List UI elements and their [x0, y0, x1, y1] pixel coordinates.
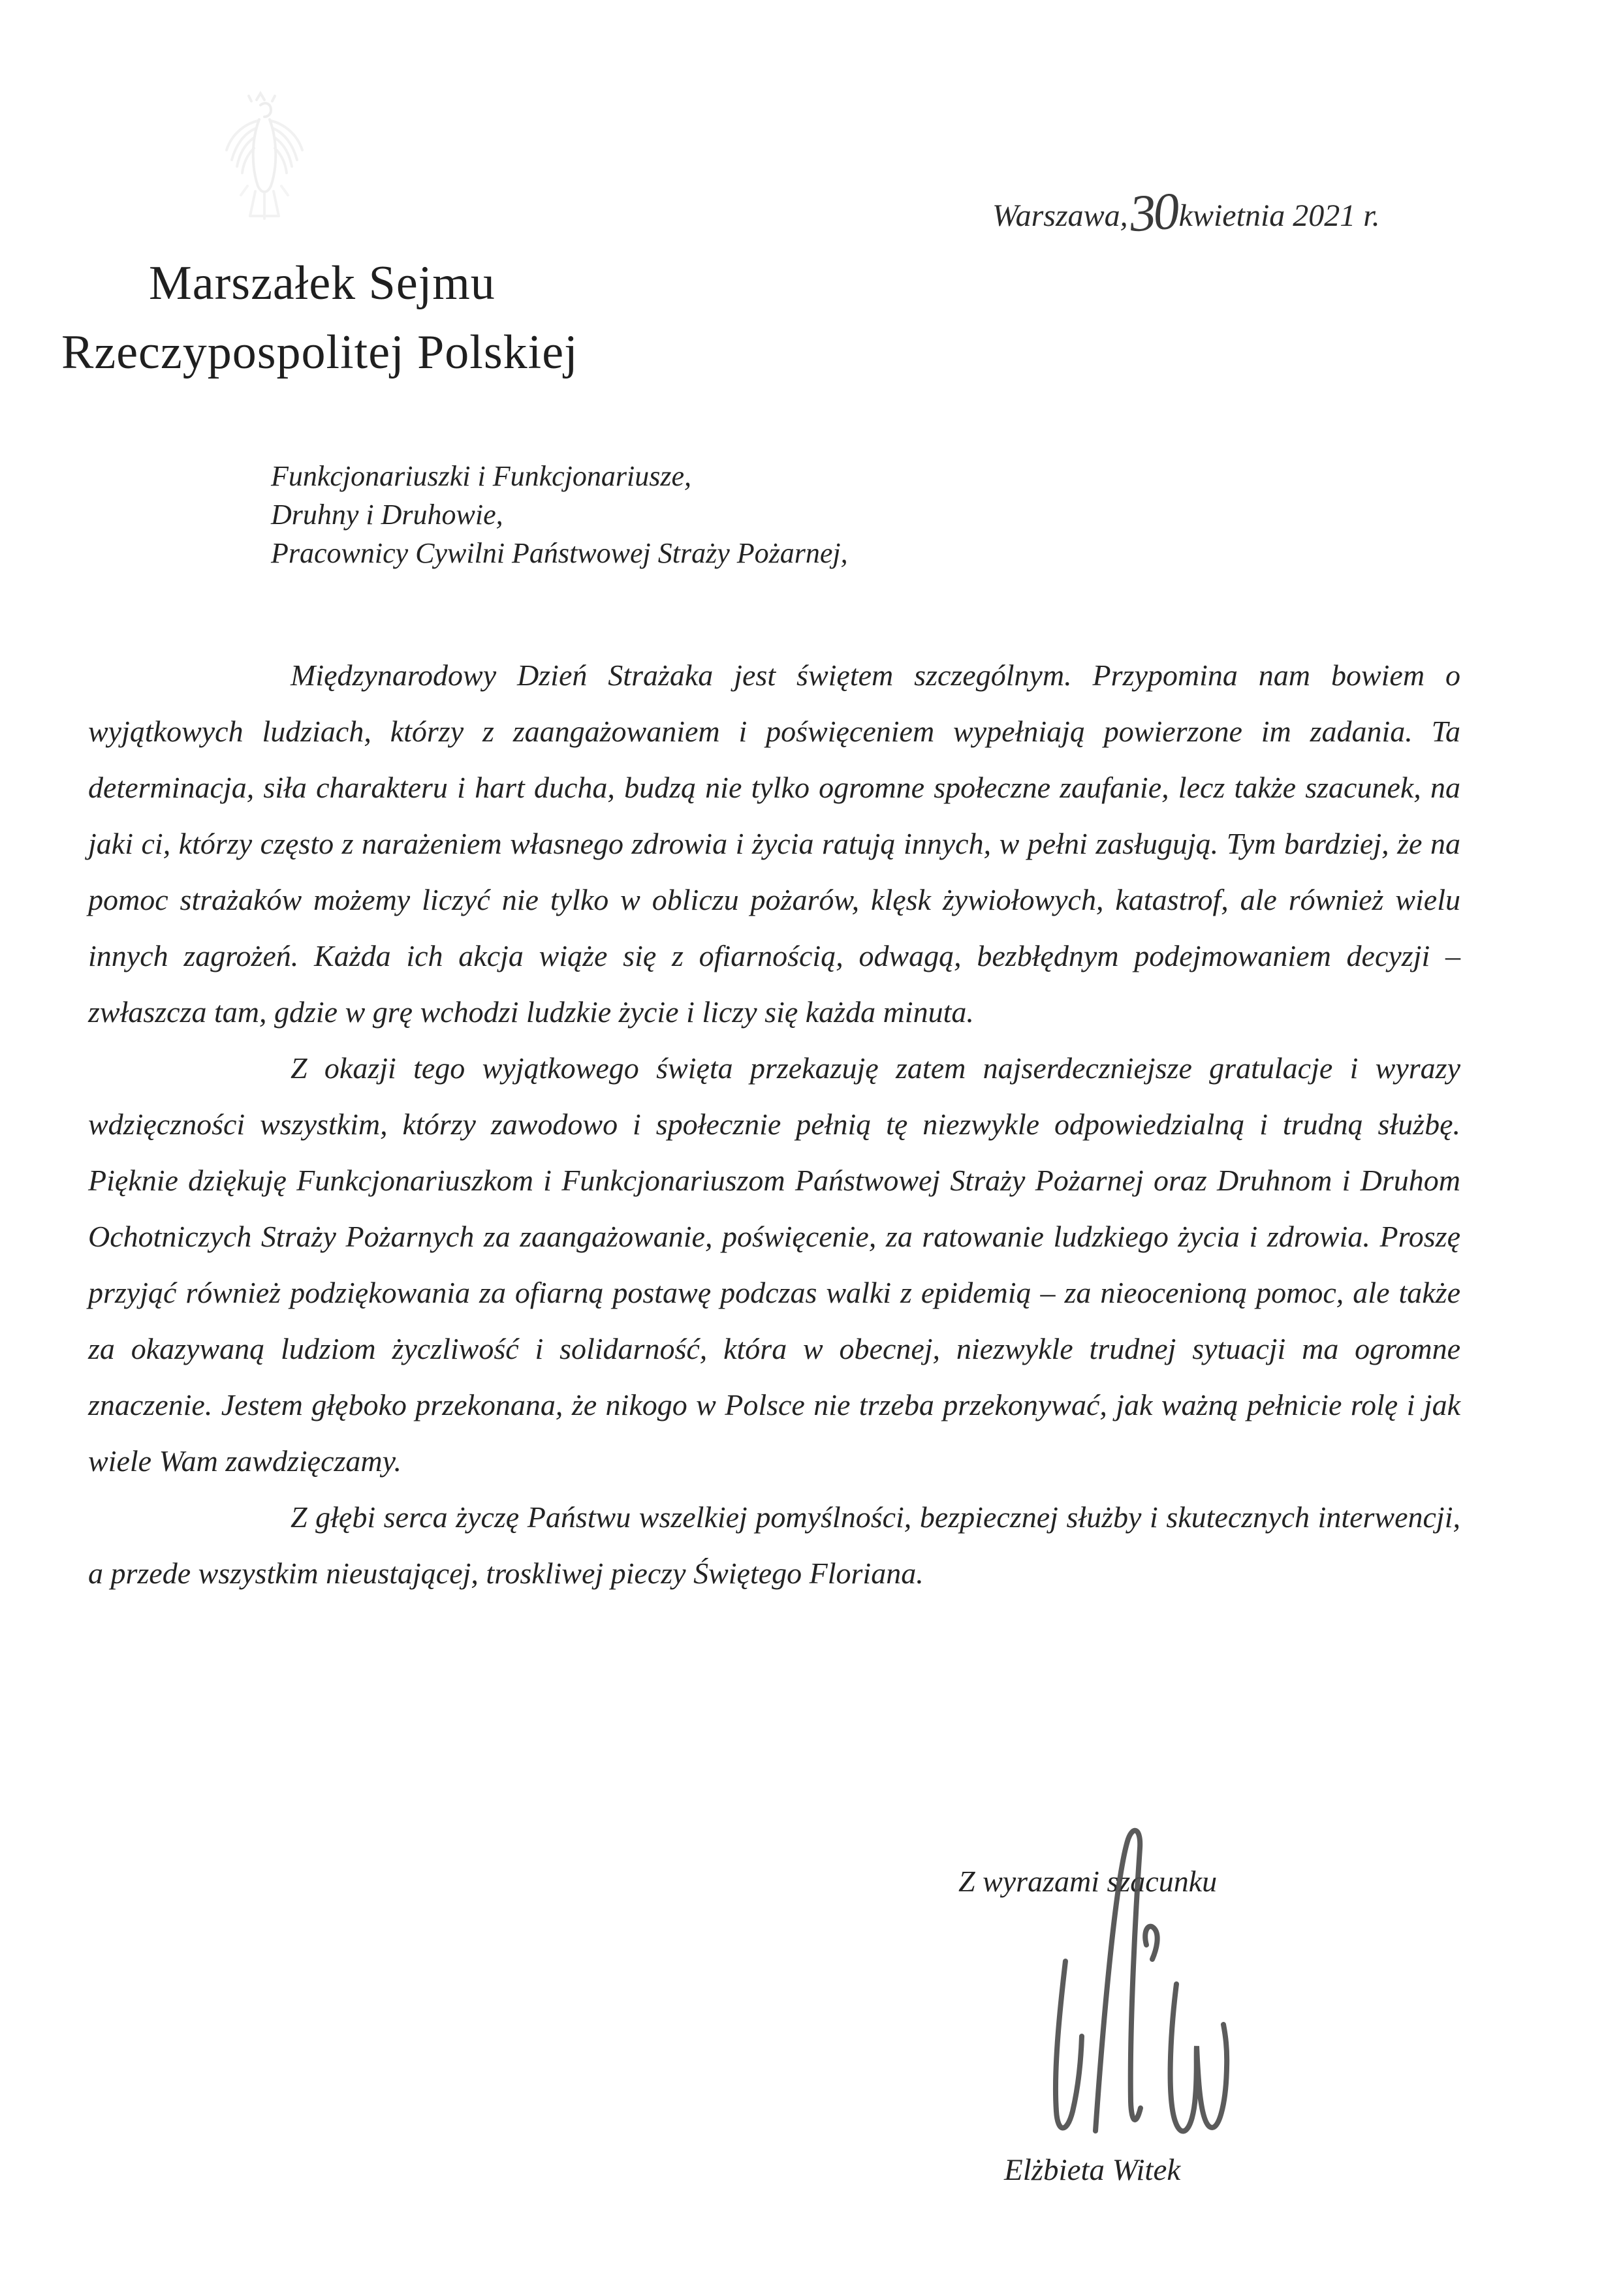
salutation-line: Druhny i Druhowie, — [271, 499, 503, 531]
dateline-rest: kwietnia 2021 r. — [1178, 198, 1380, 233]
salutation-line: Funkcjonariuszki i Funkcjonariusze, — [271, 460, 692, 492]
salutation-line: Pracownicy Cywilni Państwowej Straży Pożarnej, — [271, 537, 848, 569]
handwritten-day: 30 — [1127, 182, 1179, 243]
dateline — [992, 182, 1380, 243]
signatory-name: Elżbieta Witek — [1004, 2153, 1181, 2187]
body-paragraph: Z okazji tego wyjątkowego święta przekazuję zatem najserdeczniejsze gratulacje i wyrazy wdzięczności wszystkim, którzy zawodowo i społecznie pełnią tę niezwykle odpowiedzialną i trudną służbę. Pięknie dziękuję Funkcjonariuszkom i Funkcjonariuszom Państwowej Straży Pożarnej oraz Druhnom i Druhom Ochotniczych Straży Pożarnych za zaangażowanie, poświęcenie, za ratowanie ludzkiego życia i zdrowia. Proszę przyjąć również podziękowania za ofiarną postawę podczas walki z epidemią – za nieocenioną pomoc, ale także za okazywaną ludziom życzliwość i solidarność, która w obecnej, niezwykle trudnej sytuacji ma ogromne znaczenie. Jestem głęboko przekonana, że nikogo w Polsce nie trzeba przekonywać, jak ważną pełnicie rolę i jak wiele Wam zawdzięczamy. — [88, 1051, 1460, 1478]
handwritten-signature-icon — [1005, 1821, 1247, 2160]
valediction: Z wyrazami szacunku — [958, 1865, 1218, 1898]
letterhead-title-line1: Marszałek Sejmu — [149, 256, 496, 310]
salutation-block — [271, 457, 848, 572]
body-paragraph: Z głębi serca życzę Państwu wszelkiej pomyślności, bezpiecznej służby i skutecznych interwencji, a przede wszystkim nieustającej, troskliwej pieczy Świętego Floriana. — [88, 1500, 1460, 1590]
letter-body — [88, 647, 1460, 1602]
letterhead-title-line2: Rzeczypospolitej Polskiej — [61, 326, 578, 379]
polish-eagle-watermark-icon — [212, 88, 317, 235]
dateline-city: Warszawa, — [992, 198, 1128, 233]
body-paragraph: Międzynarodowy Dzień Strażaka jest świętem szczególnym. Przypomina nam bowiem o wyjątkowych ludziach, którzy z zaangażowaniem i poświęceniem wypełniają powierzone im zadania. Ta determinacja, siła charakteru i hart ducha, budzą nie tylko ogromne społeczne zaufanie, lecz także szacunek, na jaki ci, którzy często z narażeniem własnego zdrowia i życia ratują innych, w pełni zasługują. Tym bardziej, że na pomoc strażaków możemy liczyć nie tylko w obliczu pożarów, klęsk żywiołowych, katastrof, ale również wielu innych zagrożeń. Każda ich akcja wiąże się z ofiarnością, odwagą, bezbłędnym podejmowaniem decyzji – zwłaszcza tam, gdzie w grę wchodzi ludzkie życie i liczy się każda minuta. — [88, 659, 1460, 1029]
